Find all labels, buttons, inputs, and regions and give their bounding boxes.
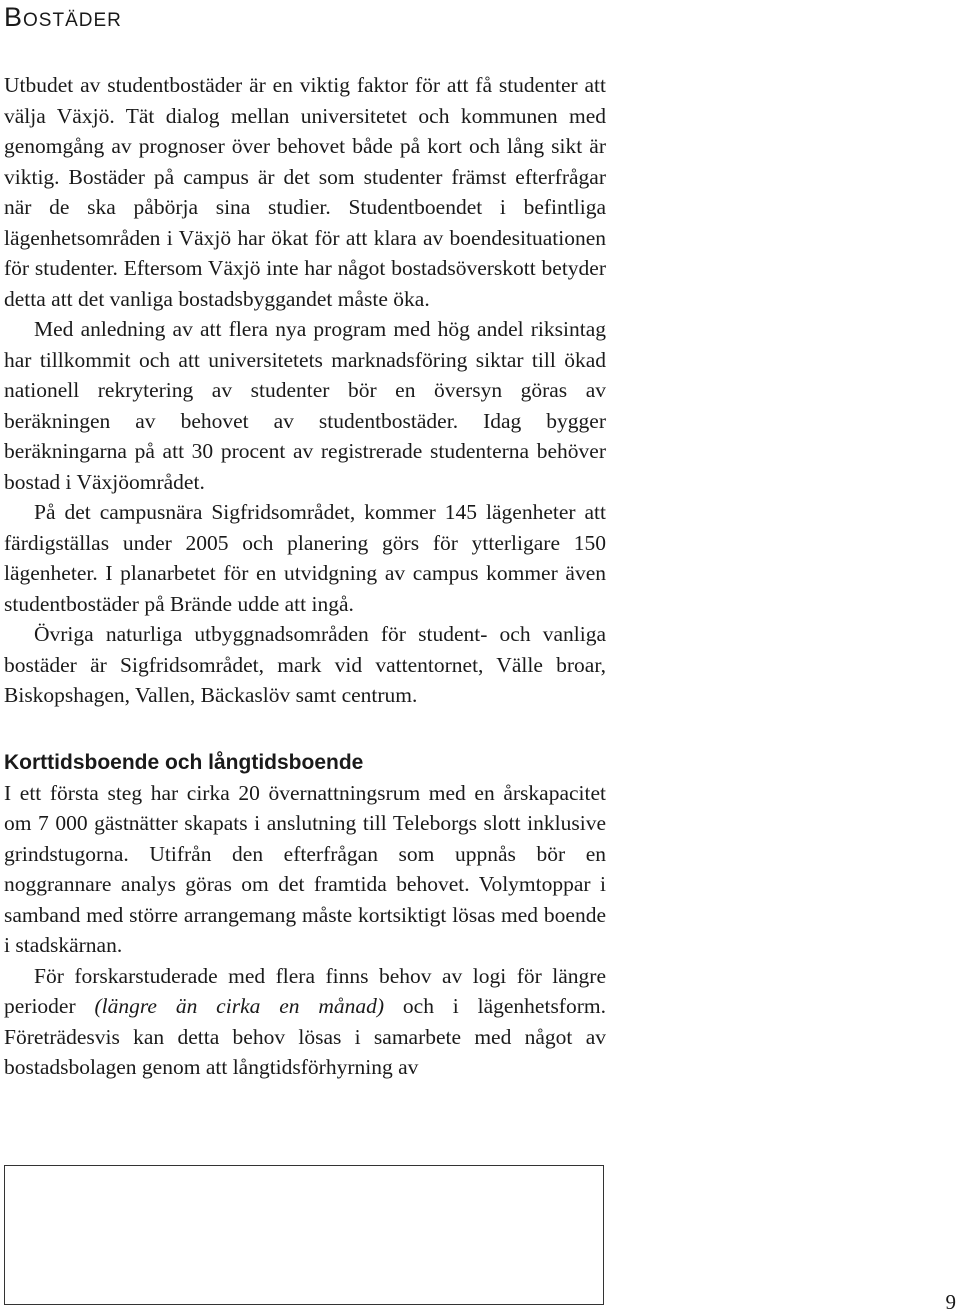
italic-text: (längre än cirka en månad): [94, 994, 385, 1018]
paragraph: Övriga naturliga utbyggnadsområden för student- och vanliga bostäder är Sigfridsområdet, mark vid vattentornet, Välle broar, Biskopshagen, Vallen, Bäckaslöv samt centrum.: [4, 622, 606, 707]
paragraph: På det campusnära Sigfridsområdet, kommer 145 lägenheter att färdigställas under 2005 och planering görs för ytterligare 150 lägenheter. I planarbetet för en utvidgning av campus kommer även studentbostäder på Brände udde att ingå.: [4, 500, 606, 616]
paragraph: I ett första steg har cirka 20 övernattningsrum med en årskapacitet om 7 000 gästnätter skapats i anslutning till Teleborgs slott inklusive grindstugorna. Utifrån den efterfrågan som uppnås bör en noggrannare analys göras om det framtida behovet. Volymtoppar i samband med större arrangemang måste kortsiktigt lösas med boende i stadskärnan.: [4, 780, 606, 957]
text-run: och i lägenhetsform. Företrädesvis kan detta behov lösas i samarbete med något av bostadsbolagen genom att långtidsförhyrning av: [4, 994, 606, 1079]
page-number: 9: [945, 1290, 956, 1314]
text-run: För forskarstuderade med flera finns behov av logi för längre perioder: [4, 963, 606, 1018]
empty-frame: [4, 1165, 604, 1305]
section-heading: Korttidsboende och långtidsboende: [4, 750, 364, 774]
paragraph: [4, 961, 606, 1083]
paragraph: Med anledning av att flera nya program med hög andel riksintag har tillkommit och att universitetets marknadsföring siktar till ökad nationell rekrytering av studenter bör en översyn göras av beräkningen av behovet av studentbostäder. Idag bygger beräkningarna på att 30 procent av registrerade studenterna behöver bostad i Växjöområdet.: [4, 317, 606, 494]
paragraph: Utbudet av studentbostäder är en viktig faktor för att få studenter att välja Växjö. Tät dialog mellan universitetet och kommunen med genomgång av prognoser över behovet både på kort och lång sikt är viktig. Bostäder på campus är det som studenter främst efterfrågar när de ska påbörja sina studier. Studentboendet i befintliga lägenhetsområden i Växjö har ökat för att klara av boendesituationen för studenter. Eftersom Växjö inte har något bostadsöverskott betyder detta att det vanliga bostadsbyggandet måste öka.: [4, 73, 606, 311]
page-title: Bostäder: [4, 2, 122, 32]
body-text: [4, 70, 606, 1083]
